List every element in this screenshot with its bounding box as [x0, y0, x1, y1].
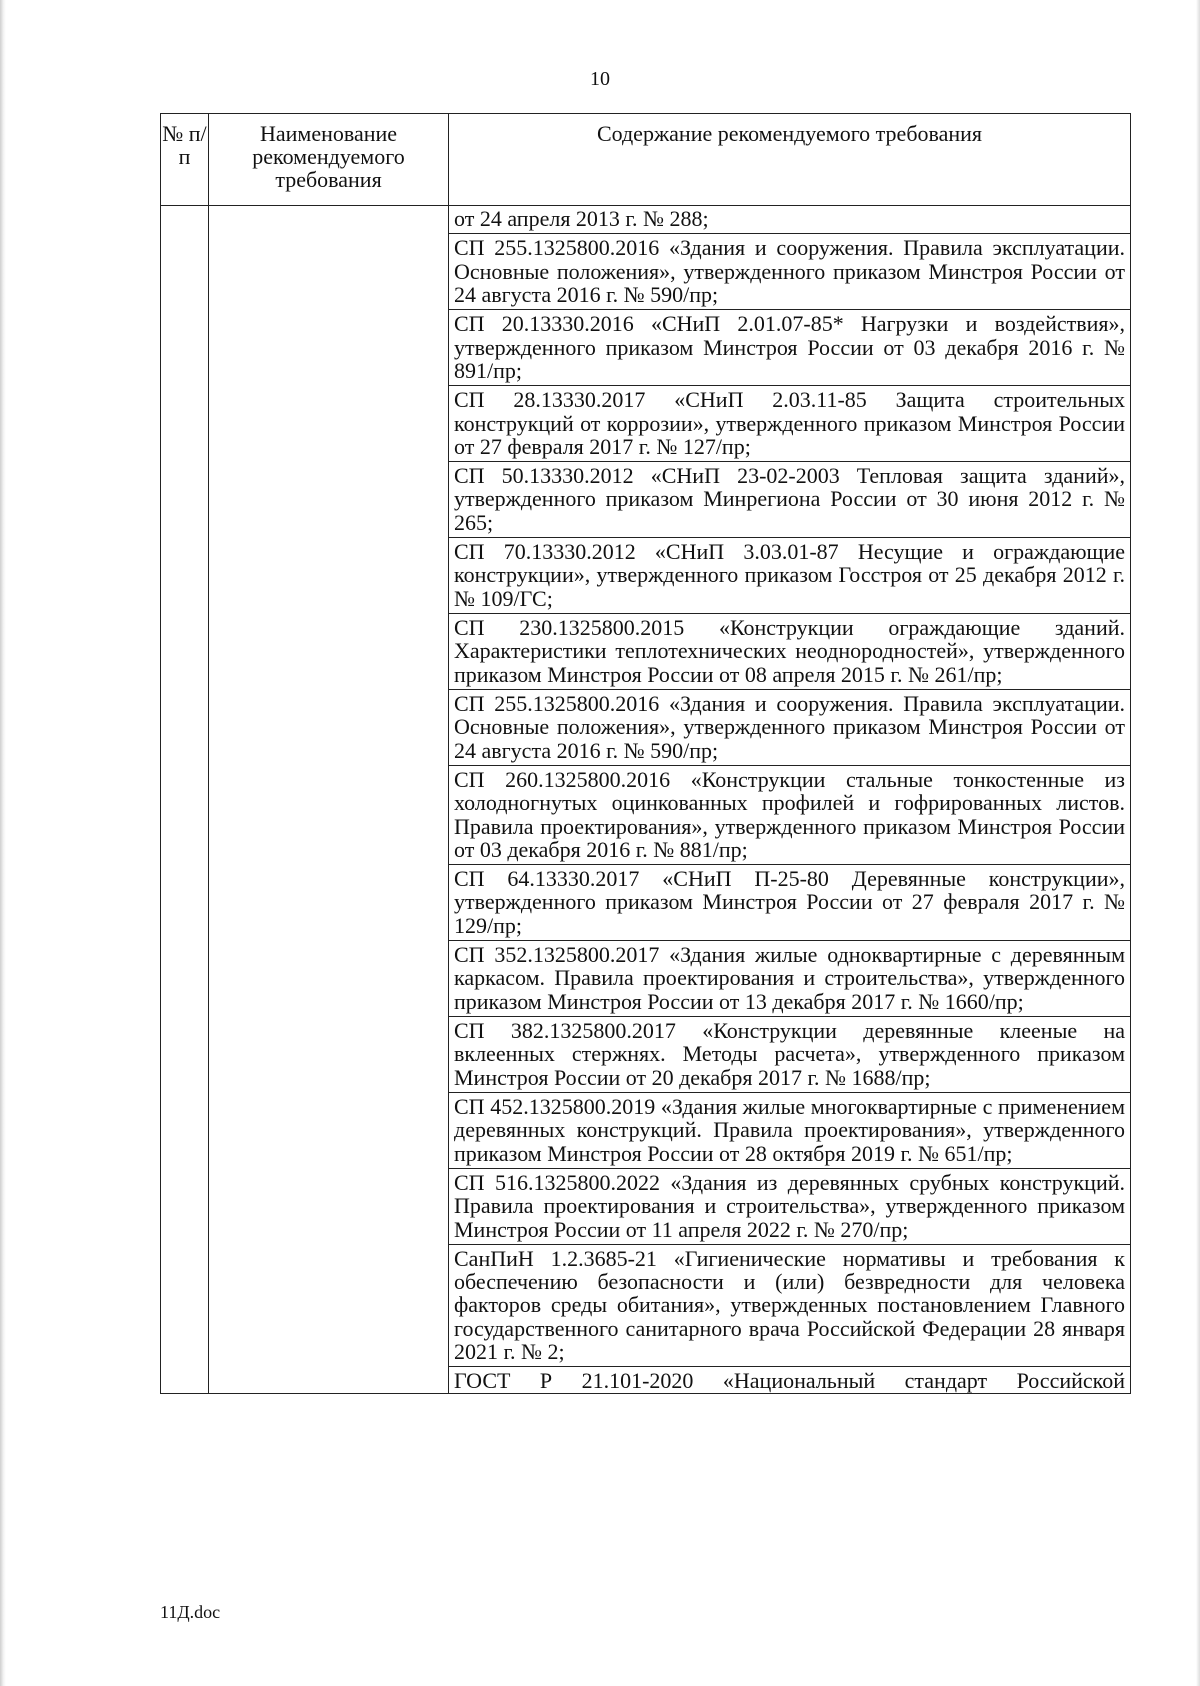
entry-0: от 24 апреля 2013 г. № 288;: [454, 206, 709, 231]
entry-15: ГОСТ Р 21.101-2020 «Национальный стандарт Российской: [449, 1366, 1130, 1393]
entry-12: СП 452.1325800.2019 «Здания жилые многоквартирные с применением деревянных конструкций. Правила проектирования», утвержденного приказом Минстроя России от 28 октября 2019 г. № 651/пр;: [449, 1092, 1130, 1168]
entry-1: СП 255.1325800.2016 «Здания и сооружения. Правила эксплуатации. Основные положения», утвержденного приказом Минстроя России от 24 августа 2016 г. № 590/пр;: [449, 233, 1130, 309]
entry-8: СП 260.1325800.2016 «Конструкции стальные тонкостенные из холодногнутых оцинкованных профилей и гофрированных листов. Правила проектирования», утвержденного приказом Минстроя России от 03 декабря 2016 г. № 881/пр;: [449, 765, 1130, 864]
cell-content: [449, 206, 1131, 1394]
entry-4: СП 50.13330.2012 «СНиП 23-02-2003 Тепловая защита зданий», утвержденного приказом Минрегиона России от 30 июня 2012 г. № 265;: [449, 461, 1130, 537]
table-row: [161, 206, 1131, 1394]
entry-14: СанПиН 1.2.3685-21 «Гигиенические нормативы и требования к обеспечению безопасности и (или) безвредности для человека факторов среды обитания», утвержденных постановлением Главного государственного санитарного врача Российской Федерации 28 января 2021 г. № 2;: [449, 1244, 1130, 1367]
footer-filename: 11Д.doc: [160, 1602, 221, 1622]
scan-edge-right: [1196, 0, 1200, 1686]
entry-11: СП 382.1325800.2017 «Конструкции деревянные клееные на вклеенных стержнях. Методы расчета», утвержденного приказом Минстроя России от 20 декабря 2017 г. № 1688/пр;: [449, 1016, 1130, 1092]
header-name: Наименование рекомендуемого требования: [209, 114, 449, 206]
scan-edge-left: [0, 0, 6, 1686]
page-number: 10: [590, 68, 610, 90]
entry-3: СП 28.13330.2017 «СНиП 2.03.11-85 Защита строительных конструкций от коррозии», утвержденного приказом Минстроя России от 27 февраля 2017 г. № 127/пр;: [449, 385, 1130, 461]
requirements-table: [160, 113, 1131, 1394]
entry-10: СП 352.1325800.2017 «Здания жилые одноквартирные с деревянным каркасом. Правила проектирования и строительства», утвержденного приказом Минстроя России от 13 декабря 2017 г. № 1660/пр;: [449, 940, 1130, 1016]
entry-6: СП 230.1325800.2015 «Конструкции ограждающие зданий. Характеристики теплотехнических неоднородностей», утвержденного приказом Минстроя России от 08 апреля 2015 г. № 261/пр;: [449, 613, 1130, 689]
cell-num: [161, 206, 209, 1394]
header-num: № п/п: [161, 114, 209, 206]
entry-5: СП 70.13330.2012 «СНиП 3.03.01-87 Несущие и ограждающие конструкции», утвержденного приказом Госстроя от 25 декабря 2012 г. № 109/ГС;: [449, 537, 1130, 613]
header-content: Содержание рекомендуемого требования: [449, 114, 1131, 206]
cell-name: [209, 206, 449, 1394]
entry-2: СП 20.13330.2016 «СНиП 2.01.07-85* Нагрузки и воздействия», утвержденного приказом Минстроя России от 03 декабря 2016 г. № 891/пр;: [449, 309, 1130, 385]
entry-13: СП 516.1325800.2022 «Здания из деревянных срубных конструкций. Правила проектирования и строительства», утвержденного приказом Минстроя России от 11 апреля 2022 г. № 270/пр;: [449, 1168, 1130, 1244]
entry-7: СП 255.1325800.2016 «Здания и сооружения. Правила эксплуатации. Основные положения», утвержденного приказом Минстроя России от 24 августа 2016 г. № 590/пр;: [449, 689, 1130, 765]
entry-9: СП 64.13330.2017 «СНиП П-25-80 Деревянные конструкции», утвержденного приказом Минстроя России от 27 февраля 2017 г. № 129/пр;: [449, 864, 1130, 940]
table-header-row: [161, 114, 1131, 206]
